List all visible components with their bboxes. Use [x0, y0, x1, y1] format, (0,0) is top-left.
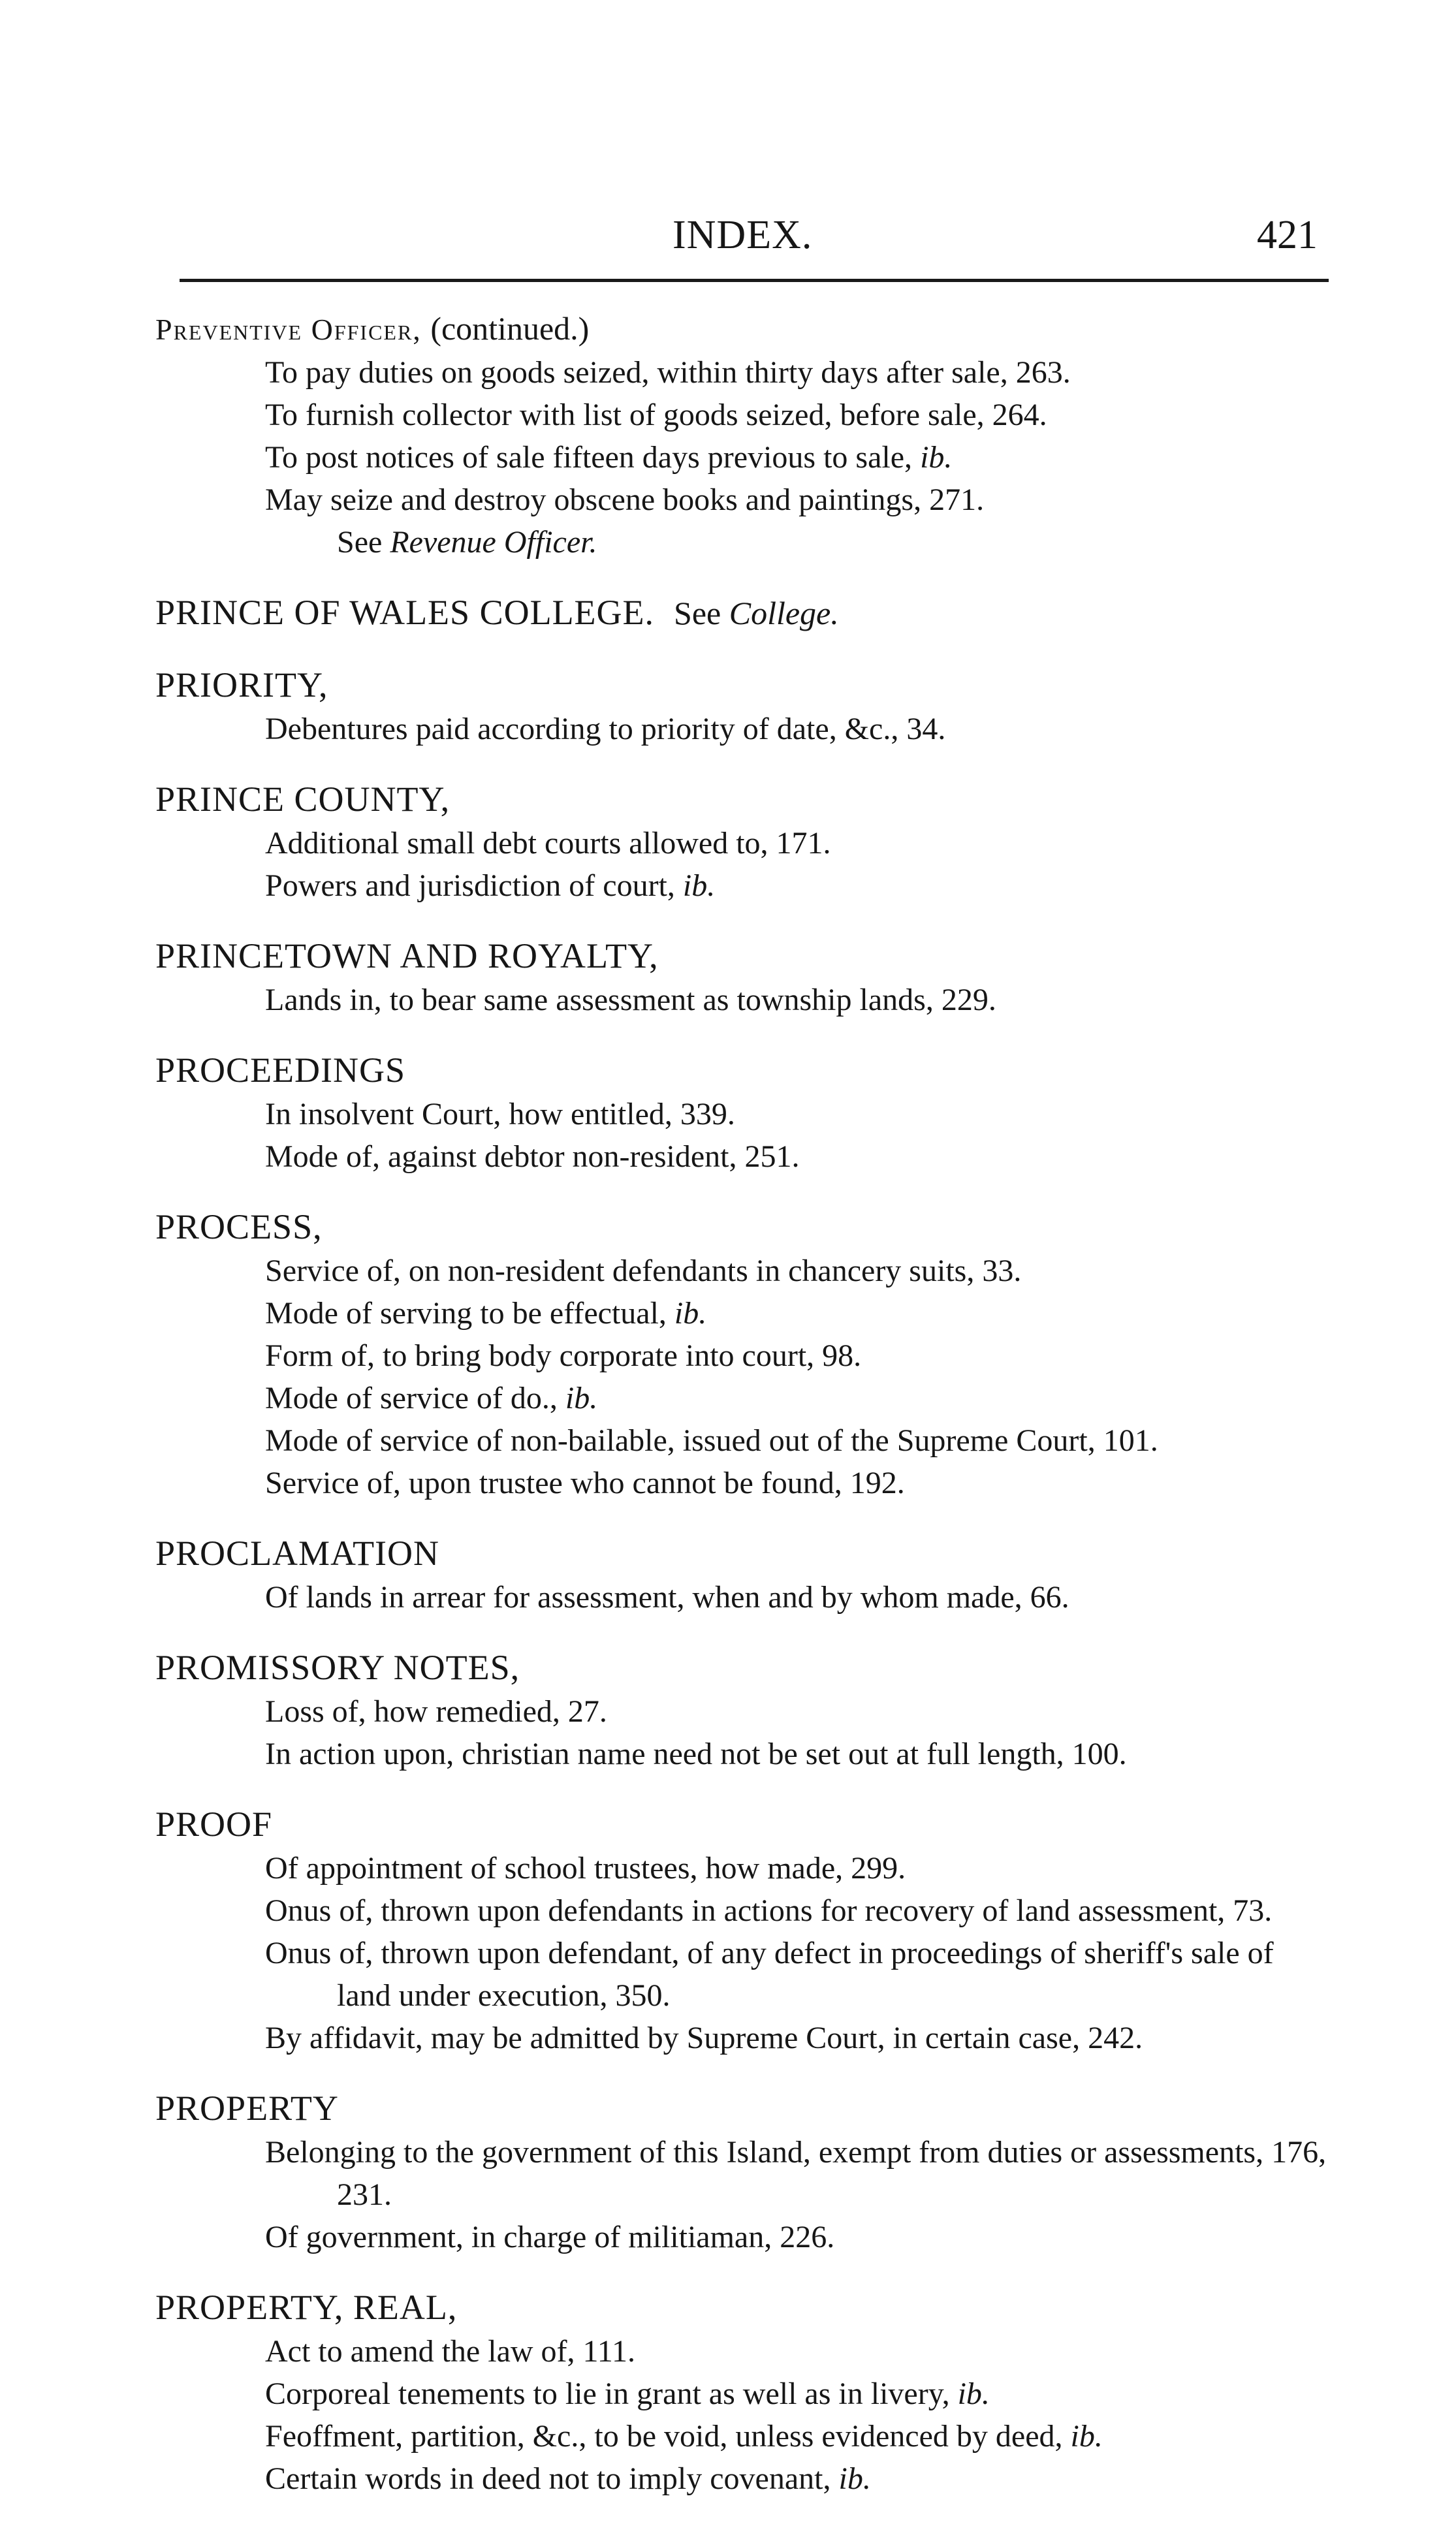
entry-line: Mode of serving to be effectual, ib. [265, 1296, 707, 1331]
index-entry-prince-county [155, 776, 1331, 907]
entry-heading: PROCESS, [155, 1207, 323, 1246]
see-label: See [674, 595, 721, 631]
entry-line: Mode of, against debtor non-resident, 251. [265, 1139, 800, 1174]
entry-heading: PRIORITY, [155, 665, 328, 704]
entry-heading: PRINCE COUNTY, [155, 780, 451, 819]
index-entry-proof [155, 1801, 1331, 2059]
entry-line: In action upon, christian name need not be set out at full length, 100. [265, 1737, 1127, 1771]
ibid-reference: ib. [957, 2376, 990, 2411]
index-entry-princetown-and-royalty [155, 933, 1331, 1021]
entry-heading [155, 590, 1331, 636]
ibid-reference: ib. [1070, 2419, 1103, 2454]
entry-line: Service of, upon trustee who cannot be found, 192. [265, 1466, 905, 1500]
header-rule [180, 279, 1329, 282]
entry-line: By affidavit, may be admitted by Supreme Court, in certain case, 242. [265, 2021, 1143, 2055]
entry-line: Additional small debt courts allowed to, 171. [265, 826, 831, 860]
running-header [0, 212, 1456, 271]
entry-line: Of appointment of school trustees, how made, 299. [265, 1851, 906, 1886]
index-entry-proceedings [155, 1047, 1331, 1178]
entry-line: Onus of, thrown upon defendant, of any defect in proceedings of sheriff's sale of land under execution, 350. [265, 1936, 1274, 2013]
entry-heading: PROOF [155, 1805, 273, 1844]
heading-text: PRINCE OF WALES COLLEGE. [155, 593, 655, 632]
index-entry-property [155, 2085, 1331, 2258]
entry-heading: PRINCETOWN AND ROYALTY, [155, 936, 659, 975]
entry-line: Onus of, thrown upon defendants in actions for recovery of land assessment, 73. [265, 1893, 1273, 1928]
see-reference: College. [729, 595, 839, 631]
index-entry-process [155, 1204, 1331, 1504]
entry-line: Service of, on non-resident defendants in chancery suits, 33. [265, 1254, 1022, 1288]
entry-line: Belonging to the government of this Island, exempt from duties or assessments, 176, 231. [265, 2135, 1327, 2212]
entry-line: Of government, in charge of militiaman, 226. [265, 2220, 835, 2254]
header-title: INDEX. [673, 213, 813, 257]
cross-reference [265, 521, 1331, 563]
entry-line: Lands in, to bear same assessment as township lands, 229. [265, 983, 996, 1017]
entry-heading: PROPERTY, REAL, [155, 2288, 458, 2327]
entry-line: Mode of service of do., ib. [265, 1381, 598, 1415]
entry-line: Of lands in arrear for assessment, when and by whom made, 66. [265, 1580, 1069, 1615]
heading-note: (continued.) [430, 310, 590, 347]
entry-heading: PROMISSORY NOTES, [155, 1648, 520, 1687]
page-number: 421 [1257, 213, 1318, 257]
entry-line: In insolvent Court, how entitled, 339. [265, 1097, 735, 1131]
ibid-reference: ib. [838, 2461, 871, 2496]
entry-line: Act to amend the law of, 111. [265, 2334, 635, 2369]
entry-line: Form of, to bring body corporate into court, 98. [265, 1338, 862, 1373]
see-label: See [337, 525, 383, 560]
entry-line: Debentures paid according to priority of date, &c., 34. [265, 712, 946, 746]
entry-heading: PROCEEDINGS [155, 1050, 406, 1090]
entry-heading: PROPERTY [155, 2089, 339, 2128]
entry-line: To furnish collector with list of goods seized, before sale, 264. [265, 398, 1047, 432]
index-entry-prince-of-wales-college [155, 590, 1331, 636]
entry-line: May seize and destroy obscene books and paintings, 271. [265, 482, 985, 517]
entry-heading: PROCLAMATION [155, 1534, 440, 1573]
see-reference: Revenue Officer. [390, 525, 597, 560]
index-entry-promissory-notes [155, 1645, 1331, 1775]
entry-line: To post notices of sale fifteen days previous to sale, ib. [265, 440, 953, 475]
index-entry-preventive-officer [155, 307, 1331, 563]
ibid-reference: ib. [674, 1296, 707, 1331]
entry-line: Mode of service of non-bailable, issued out of the Supreme Court, 101. [265, 1423, 1158, 1458]
entry-line: Corporeal tenements to lie in grant as well as in livery, ib. [265, 2376, 990, 2411]
entry-line: Powers and jurisdiction of court, ib. [265, 868, 716, 903]
ibid-reference: ib. [565, 1381, 598, 1415]
ibid-reference: ib. [920, 440, 953, 475]
index-entry-proclamation [155, 1530, 1331, 1618]
index-entry-priority [155, 662, 1331, 750]
entry-line: Certain words in deed not to imply covenant, ib. [265, 2461, 871, 2496]
entry-heading [155, 307, 1331, 351]
ibid-reference: ib. [682, 868, 716, 903]
entry-line: To pay duties on goods seized, within thirty days after sale, 263. [265, 355, 1071, 390]
entry-line: Feoffment, partition, &c., to be void, unless evidenced by deed, ib. [265, 2419, 1103, 2454]
index-entry-property-real [155, 2284, 1331, 2500]
heading-text: Preventive Officer, [155, 313, 422, 346]
entry-line: Loss of, how remedied, 27. [265, 1694, 607, 1729]
index-body [155, 307, 1331, 2526]
